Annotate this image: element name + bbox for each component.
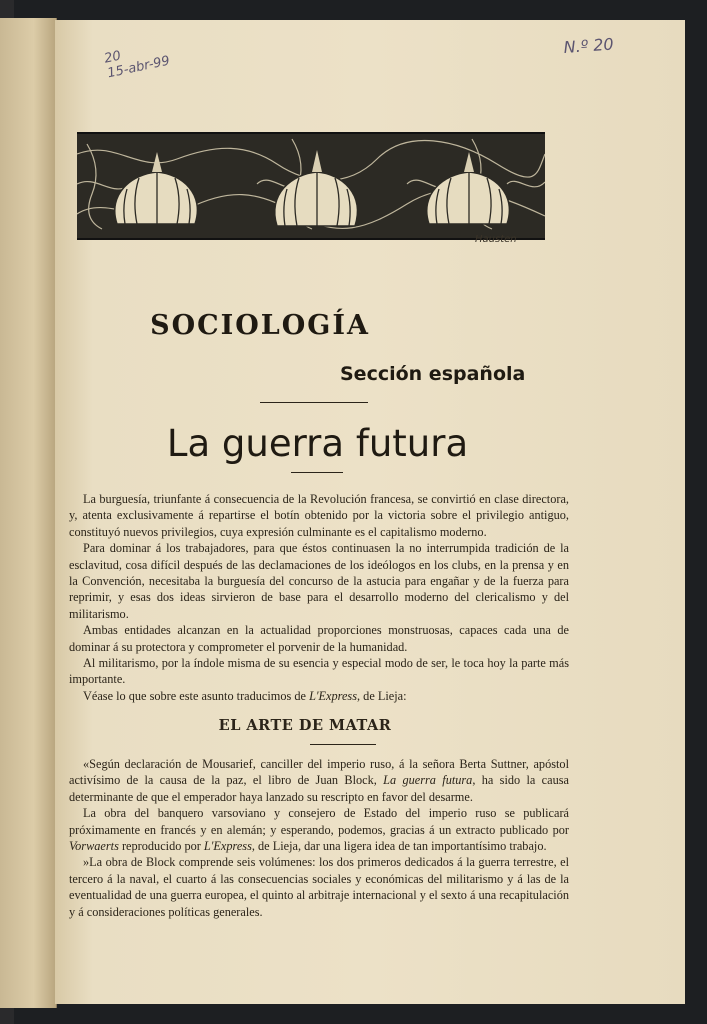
- paragraph: Ambas entidades alcanzan en la actualidad proporciones monstruosas, capaces cada una de dominar á su protectora y comprometer el porvenir de la humanidad.: [69, 623, 569, 654]
- publication-name: Vorwaerts: [69, 839, 119, 854]
- handwritten-date: 20 15-abr-99: [103, 48, 172, 82]
- paragraph: La burguesía, triunfante á consecuencia de la Revolución francesa, se convirtió en clase directora, y, atenta exclusivamente á repartirse el botín obtenido por la victoria sobre el privilegio antiguo, constituyó nuevos privilegios, cuya expresión culminante es el capitalismo moderno.: [69, 492, 569, 539]
- article-title: La guerra futura: [166, 422, 469, 465]
- handwritten-issue-number: N.º 20: [563, 34, 615, 57]
- intro-text: [69, 491, 569, 704]
- paragraph: [69, 756, 569, 805]
- decorative-banner: [77, 132, 545, 240]
- paragraph: [69, 688, 569, 704]
- paragraph: [69, 805, 569, 854]
- text-span: La obra del banquero varsoviano y consejero de Estado del imperio ruso se publicará próximamente en francés y en alemán; y esperando, podemos, gracias á un extracto publicado por: [69, 806, 569, 837]
- paragraph: »La obra de Block comprende seis volúmenes: los dos primeros dedicados á la guerra terrestre, el tercero á la naval, el cuarto á las consecuencias sociales y económicas del militarismo y á las de la eventualidad de una guerra europea, el quinto al arbitraje internacional y el sexto á una recapitulación y á consideraciones políticas generales.: [69, 855, 569, 919]
- book-title: La guerra futura: [383, 773, 473, 788]
- subsection-title: Sección española: [340, 363, 526, 385]
- article-text: [69, 756, 569, 920]
- illustrator-signature: Hausten: [475, 234, 517, 245]
- article-subheading: EL ARTE DE MATAR: [218, 717, 392, 734]
- text-span: , de Lieja, dar una ligera idea de tan importantísimo trabajo.: [251, 839, 547, 854]
- publication-name: L'Express: [203, 839, 252, 854]
- ornamental-bulb-illustration: [77, 134, 545, 234]
- divider-rule: [260, 402, 368, 403]
- divider-rule: [310, 744, 376, 745]
- paragraph: Para dominar á los trabajadores, para que éstos continuasen la no interrumpida tradición de la esclavitud, cosa difícil después de las declamaciones de los ideólogos en los clubs, en la prensa y en la Convención, necesitaba la burguesía del concurso de la astucia para engañar y de la fuerza para reprimir, y esas dos ideas sirvieron de base para el desarrollo moderno del clericalismo y del militarismo.: [69, 541, 569, 621]
- text-span: , de Lieja:: [357, 688, 407, 703]
- divider-rule: [291, 472, 343, 473]
- facing-page-edge: [0, 18, 57, 1008]
- text-span: «Según declaración de Mousarief, canciller del imperio ruso, á la señora Berta Suttner, apóstol activísimo de la causa de la paz, el libro de Juan Block,: [69, 757, 569, 788]
- publication-name: L'Express: [309, 688, 358, 703]
- text-span: Véase lo que sobre este asunto traducimos de: [83, 688, 310, 703]
- journal-page: [55, 20, 685, 1004]
- text-span: reproducido por: [118, 839, 204, 854]
- paragraph: Al militarismo, por la índole misma de su esencia y especial modo de ser, le toca hoy la parte más importante.: [69, 656, 569, 687]
- section-title: SOCIOLOGÍA: [150, 310, 370, 341]
- text-span: , ha sido la causa determinante de que el emperador haya lanzado su rescripto en favor del desarme.: [69, 773, 569, 804]
